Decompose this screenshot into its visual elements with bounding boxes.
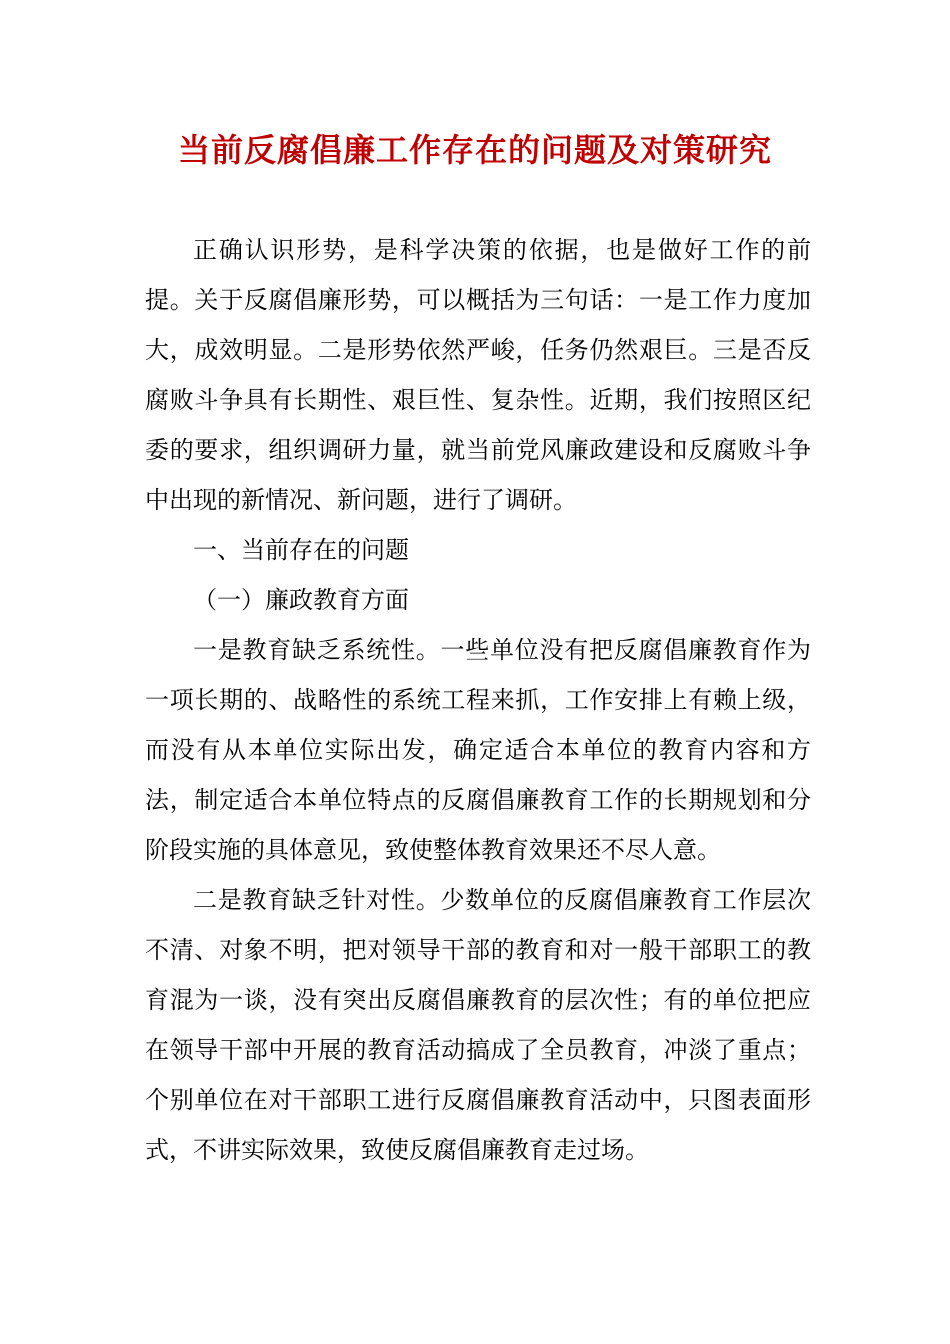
intro-paragraph: 正确认识形势，是科学决策的依据，也是做好工作的前提。关于反腐倡廉形势，可以概括为三句话：一是工作力度加大，成效明显。二是形势依然严峻，任务仍然艰巨。三是否反腐败斗争具有长期性、艰巨性、复杂性。近期，我们按照区纪委的要求，组织调研力量，就当前党风廉政建设和反腐败斗争中出现的新情况、新问题，进行了调研。 (145, 236, 811, 514)
problem-paragraph-2: 二是教育缺乏针对性。少数单位的反腐倡廉教育工作层次不清、对象不明，把对领导干部的教育和对一般干部职工的教育混为一谈，没有突出反腐倡廉教育的层次性；有的单位把应在领导干部中开展的教育活动搞成了全员教育，冲淡了重点；个别单位在对干部职工进行反腐倡廉教育活动中，只图表面形式，不讲实际效果，致使反腐倡廉教育走过场。 (145, 886, 811, 1164)
problem-paragraph-1: 一是教育缺乏系统性。一些单位没有把反腐倡廉教育作为一项长期的、战略性的系统工程来抓，工作安排上有赖上级，而没有从本单位实际出发，确定适合本单位的教育内容和方法，制定适合本单位特点的反腐倡廉教育工作的长期规划和分阶段实施的具体意见，致使整体教育效果还不尽人意。 (145, 636, 811, 864)
subsection-heading: （一）廉政教育方面 (193, 586, 409, 614)
document-title: 当前反腐倡廉工作存在的问题及对策研究 (177, 131, 772, 169)
section-heading: 一、当前存在的问题 (193, 536, 409, 564)
document-body (145, 225, 811, 1175)
